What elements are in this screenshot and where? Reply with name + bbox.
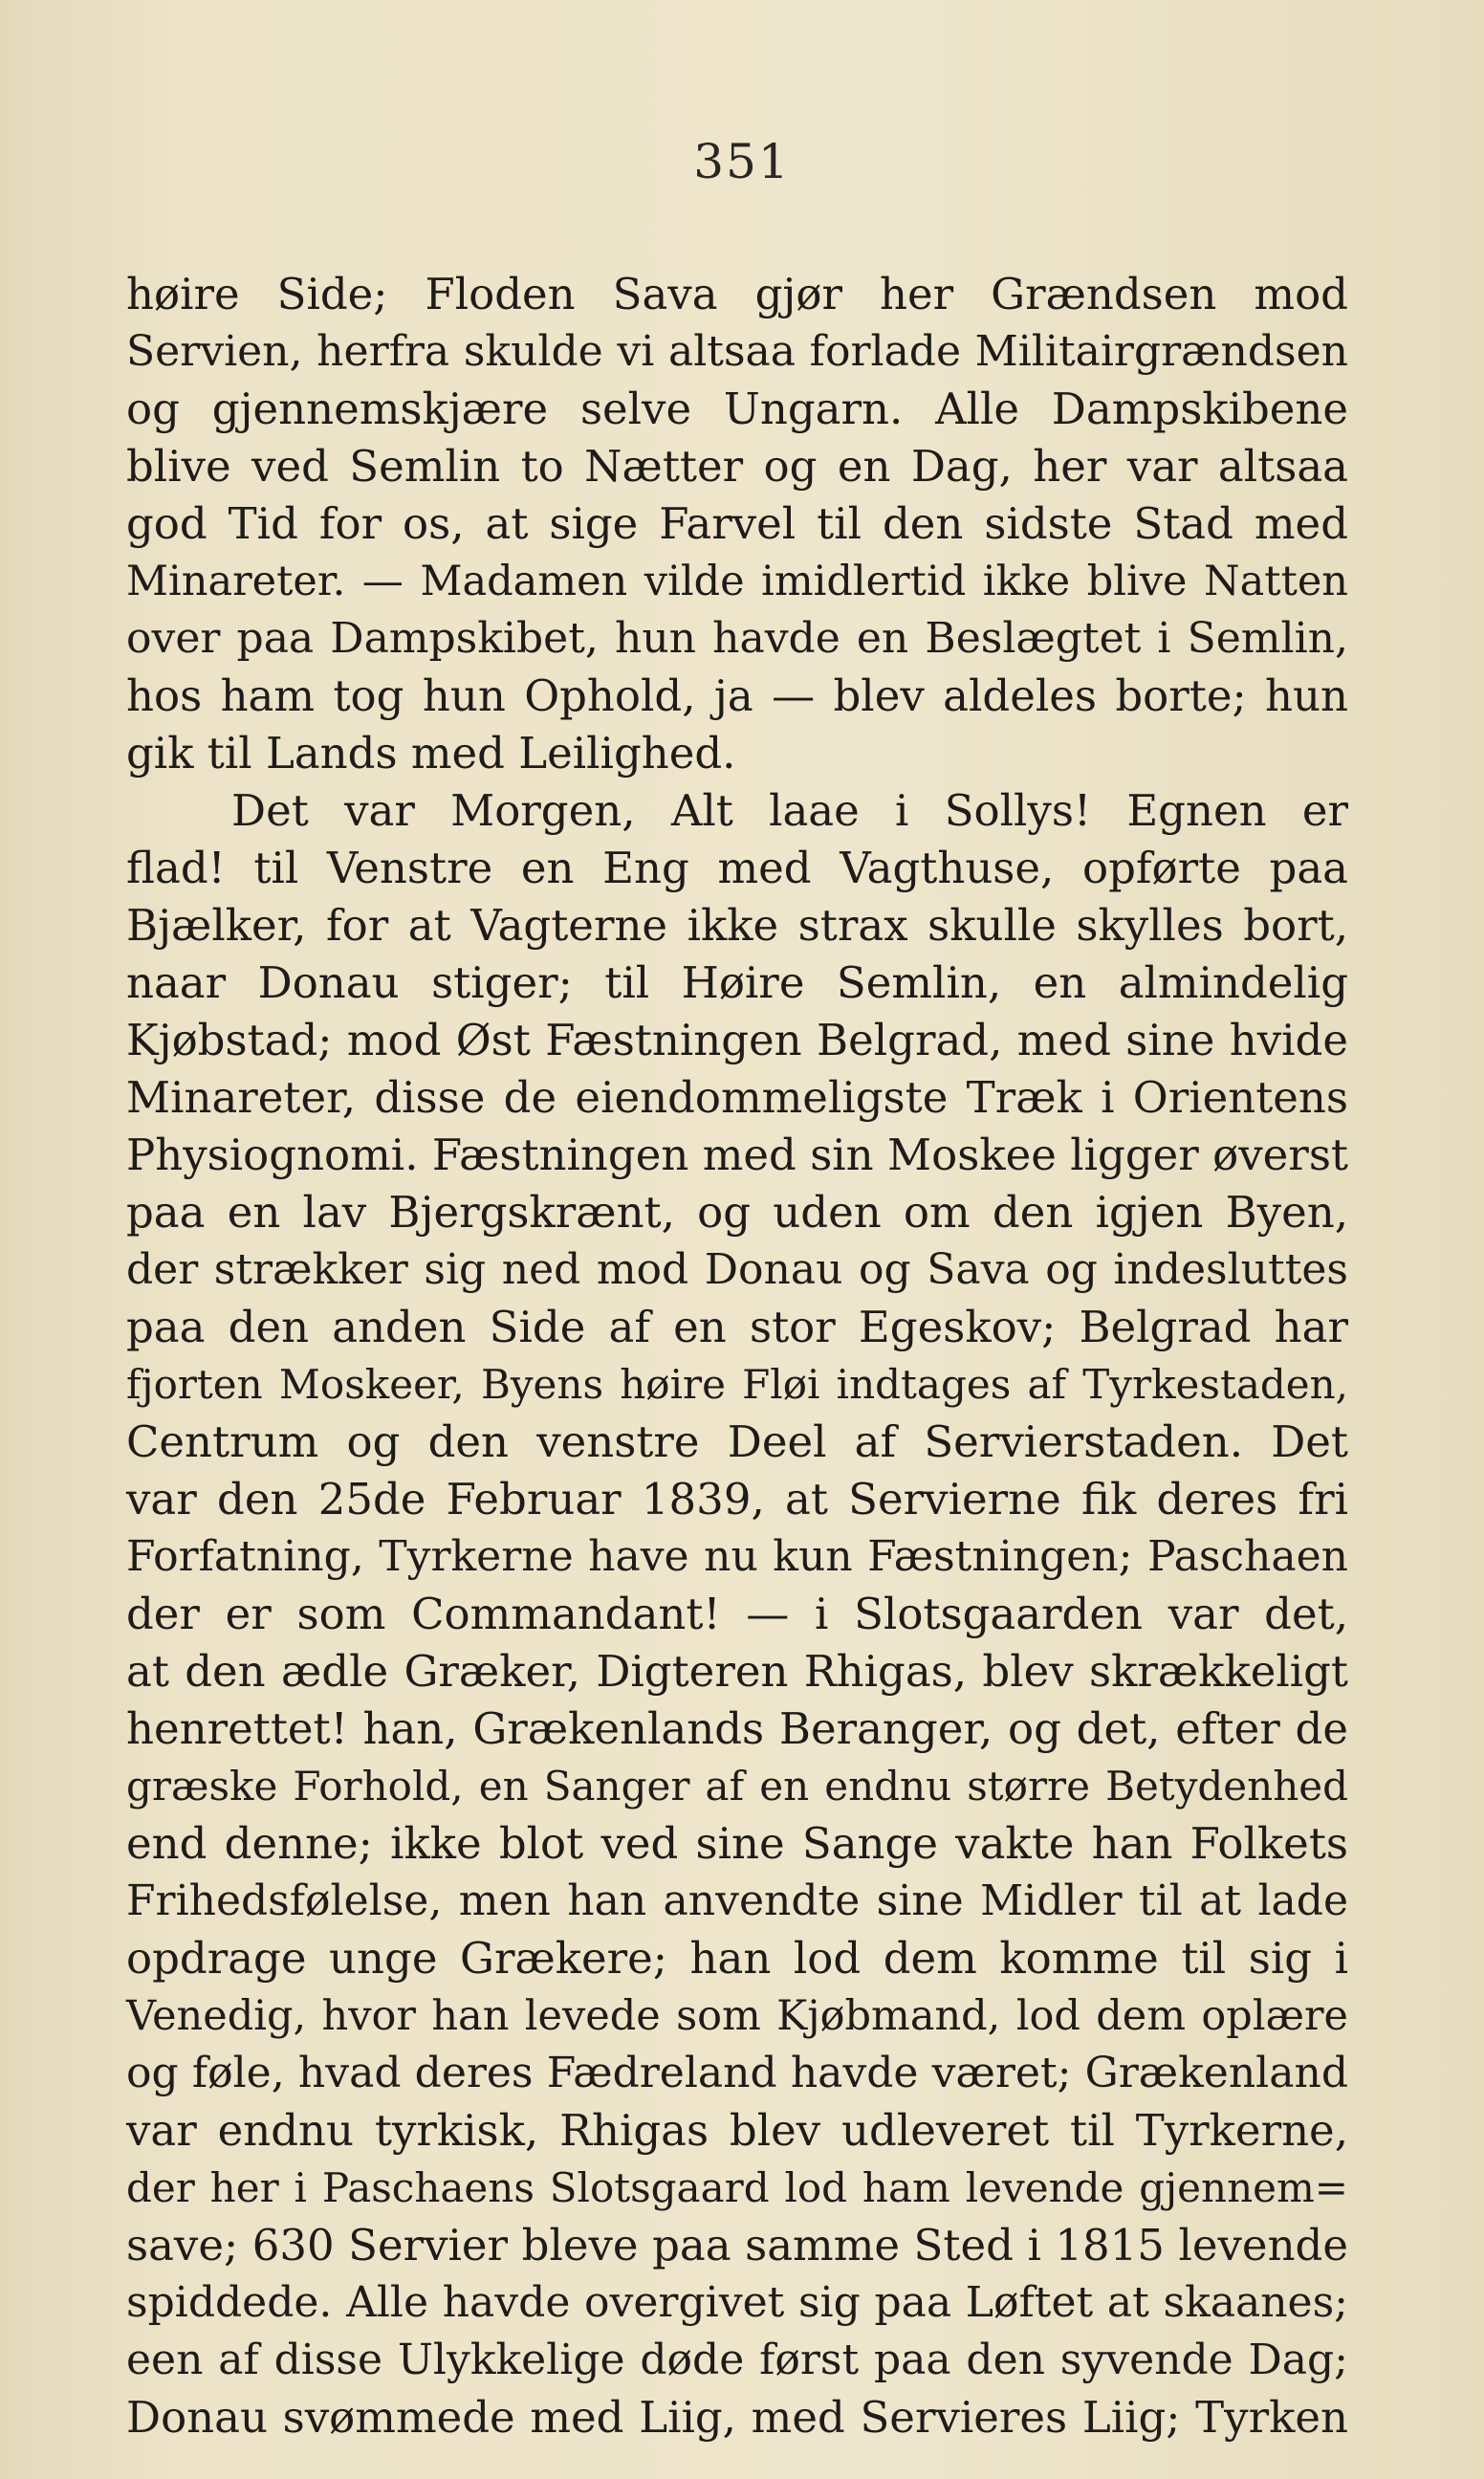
text-line: Physiognomi. Fæstningen med sin Moskee ligger øverst	[126, 1130, 1348, 1180]
text-line: der strækker sig ned mod Donau og Sava og indesluttes	[126, 1245, 1348, 1294]
text-line: der er som Commandant! — i Slotsgaarden var det,	[126, 1589, 1348, 1639]
text-line: paa den anden Side af en stor Egeskov; Belgrad har	[126, 1302, 1348, 1352]
text-line: paa en lav Bjergskrænt, og uden om den igjen Byen,	[126, 1187, 1348, 1238]
text-line: var den 25de Februar 1839, at Servierne fik deres fri	[126, 1474, 1348, 1525]
text-line: og gjennemskjære selve Ungarn. Alle Dampskibene	[126, 384, 1348, 434]
text-line: Venedig, hvor han levede som Kjøbmand, lod dem oplære	[126, 1992, 1348, 2040]
text-line: spiddede. Alle havde overgivet sig paa Løftet at skaanes;	[126, 2278, 1348, 2327]
text-line: Servien, herfra skulde vi altsaa forlade Militairgrændsen	[126, 327, 1348, 376]
text-line: Det var Morgen, Alt laae i Sollys! Egnen er	[231, 785, 1348, 836]
text-line: naar Donau stiger; til Høire Semlin, en almindelig	[126, 957, 1348, 1008]
text-line: over paa Dampskibet, hun havde en Beslægtet i Semlin,	[126, 614, 1348, 663]
text-line: høire Side; Floden Sava gjør her Grændsen mod	[126, 269, 1348, 319]
text-line: Minareter, disse de eiendommeligste Træk i Orientens	[126, 1072, 1348, 1123]
text-line: Donau svømmede med Liig, med Servieres Liig; Tyrken	[126, 2392, 1348, 2443]
text-line: der her i Paschaens Slotsgaard lod ham levende gjennem=	[126, 2164, 1348, 2211]
text-line: Frihedsfølelse, men han anvendte sine Midler til at lade	[126, 1876, 1348, 1925]
text-line: save; 630 Servier bleve paa samme Sted i 1815 levende	[126, 2220, 1348, 2271]
text-line: Minareter. — Madamen vilde imidlertid ikke blive Natten	[126, 558, 1348, 605]
text-line: fjorten Moskeer, Byens høire Fløi indtages af Tyrkestaden,	[126, 1361, 1348, 1408]
text-line: hos ham tog hun Ophold, ja — blev aldeles borte; hun	[126, 670, 1348, 721]
body-text	[126, 266, 1348, 2446]
text-line: opdrage unge Grækere; han lod dem komme til sig i	[126, 1933, 1348, 1984]
text-line: at den ædle Græker, Digteren Rhigas, blev skrækkeligt	[126, 1646, 1348, 1697]
text-line: Kjøbstad; mod Øst Fæstningen Belgrad, med sine hvide	[126, 1015, 1348, 1065]
text-line: gik til Lands med Leilighed.	[126, 728, 736, 779]
text-line: Forfatning, Tyrkerne have nu kun Fæstningen; Paschaen	[126, 1532, 1348, 1581]
text-line: var endnu tyrkisk, Rhigas blev udleveret til Tyrkerne,	[126, 2105, 1348, 2156]
text-line: græske Forhold, en Sanger af en endnu større Betydenhed	[126, 1763, 1348, 1810]
text-line: end denne; ikke blot ved sine Sange vakte han Folkets	[126, 1818, 1348, 1869]
page-number: 351	[693, 134, 791, 189]
text-line: Centrum og den venstre Deel af Servierstaden. Det	[126, 1416, 1348, 1467]
text-line: og føle, hvad deres Fædreland havde været; Grækenland	[126, 2049, 1348, 2097]
text-line: een af disse Ulykkelige døde først paa den syvende Dag;	[126, 2336, 1348, 2384]
text-line: Bjælker, for at Vagterne ikke strax skulle skylles bort,	[126, 900, 1348, 951]
text-line: henrettet! han, Grækenlands Beranger, og det, efter de	[126, 1703, 1348, 1754]
text-line: flad! til Venstre en Eng med Vagthuse, opførte paa	[126, 843, 1348, 893]
text-line: blive ved Semlin to Nætter og en Dag, her var altsaa	[126, 441, 1348, 492]
text-line: god Tid for os, at sige Farvel til den sidste Stad med	[126, 498, 1348, 549]
